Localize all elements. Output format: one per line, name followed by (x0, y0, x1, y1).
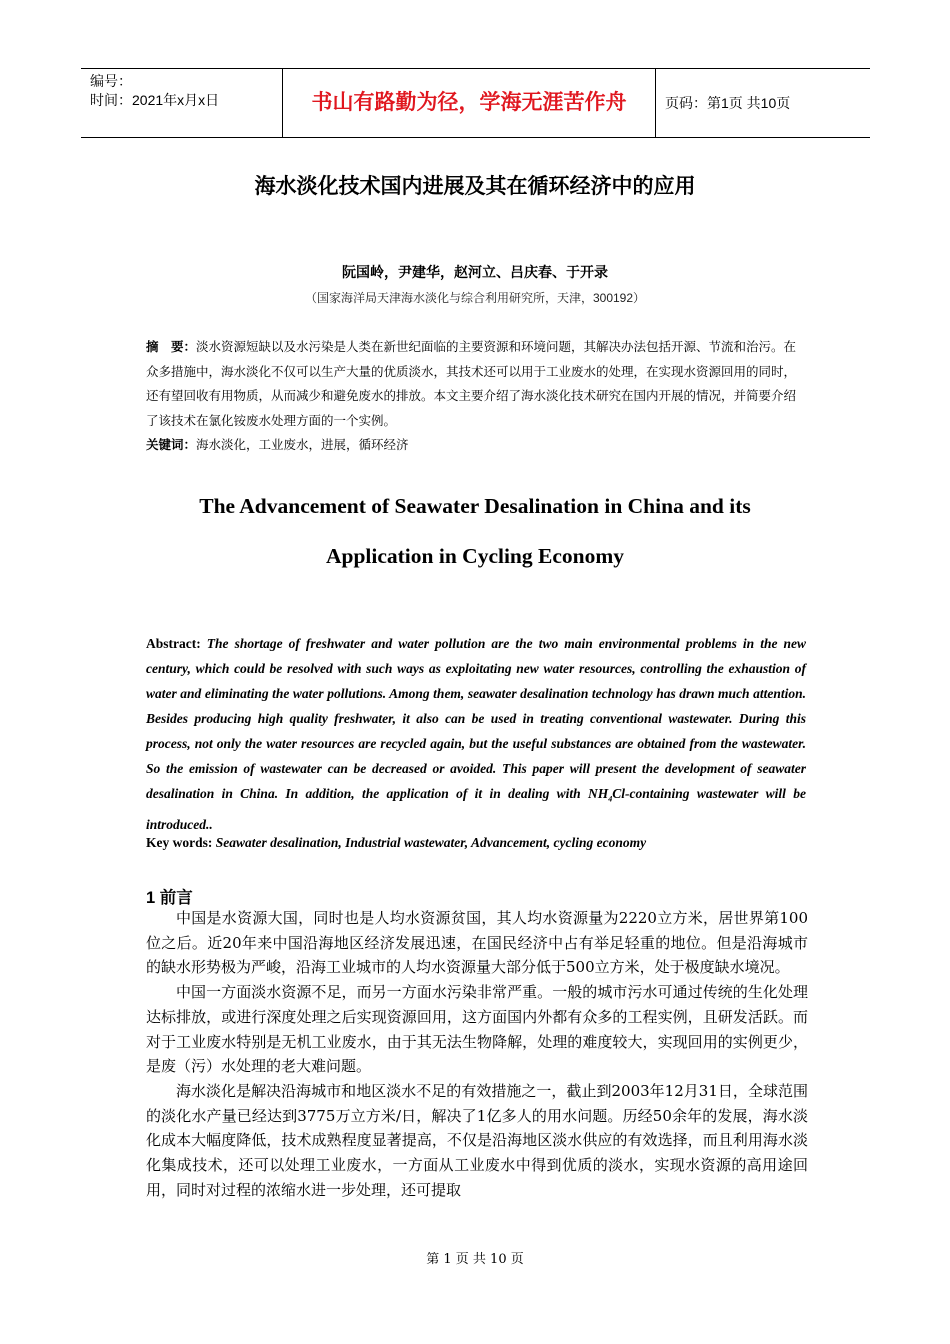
header-page-cell (656, 69, 870, 137)
header-meta (81, 69, 283, 137)
keywords-cn-label: 关键词： (146, 438, 197, 452)
abstract-en-label: Abstract: (146, 636, 201, 651)
keywords-en-label: Key words: (146, 835, 213, 850)
serial-label: 编号： (90, 73, 132, 89)
paragraph: 中国一方面淡水资源不足，而另一方面水污染非常严重。一般的城市污水可通过传统的生化处理达标排放，或进行深度处理之后实现资源回用，这方面国内外都有众多的工程实例，且研发活跃。而对于工业废水特别是无机工业废水，由于其无法生物降解，处理的难度较大，实现回用的实例更少，是废（污）水处理的老大难问题。 (146, 983, 808, 1076)
header-motto: 书山有路勤为径，学海无涯苦作舟 (311, 91, 627, 114)
title-english-line1: The Advancement of Seawater Desalination in China and its (199, 494, 751, 518)
authors: 阮国岭，尹建华，赵河立、吕庆春、于开录 (342, 264, 608, 280)
section-heading: 1 前言 (146, 889, 193, 907)
page-header (81, 68, 870, 138)
abstract-en-text: The shortage of freshwater and water pollution are the two main environmental problems in the new century, which could be resolved with such ways as exploitating new water resources, controlling the exhaustion of water and eliminating the water pollutions. Among them, seawater desalination technology has drawn much attention. Besides producing high quality freshwater, it also can be used in treating conventional wastewater. During this process, not only the water resources are recycled again, but the useful substances are obtained from the wastewater. So the emission of wastewater can be decreased or avoided. This paper will present the development of seawater desalination in China. In addition, the application of it in dealing with (146, 636, 806, 801)
keywords-chinese (146, 433, 806, 457)
date-label: 时间：2021年x月x日 (90, 92, 220, 108)
abstract-chinese (146, 335, 806, 433)
keywords-en-text: Seawater desalination, Industrial wastewater, Advancement, cycling economy (215, 835, 647, 850)
title-chinese: 海水淡化技术国内进展及其在循环经济中的应用 (254, 175, 696, 198)
abstract-cn-label: 摘 要： (146, 340, 197, 354)
page-info: 页码：第1页 共10页 (665, 95, 791, 111)
page-footer: 第 1 页 共 10 页 (426, 1252, 524, 1267)
title-english-line2: Application in Cycling Economy (325, 544, 625, 568)
abstract-english (146, 631, 806, 837)
paragraph: 中国是水资源大国，同时也是人均水资源贫国，其人均水资源量为2220立方米，居世界第100位之后。近20年来中国沿海地区经济发展迅速，在国民经济中占有举足轻重的地位。但是沿海城市的缺水形势极为严峻，沿海工业城市的人均水资源量大部分低于500立方米，处于极度缺水境况。 (146, 909, 808, 977)
abstract-cn-text: 淡水资源短缺以及水污染是人类在新世纪面临的主要资源和环境问题，其解决办法包括开源、节流和治污。在众多措施中，海水淡化不仅可以生产大量的优质淡水，其技术还可以用于工业废水的处理，在实现水资源回用的同时，还有望回收有用物质，从而减少和避免废水的排放。本文主要介绍了海水淡化技术研究在国内开展的情况，并简要介绍了该技术在氯化铵废水处理方面的一个实例。 (146, 339, 797, 428)
paragraph: 海水淡化是解决沿海城市和地区淡水不足的有效措施之一，截止到2003年12月31日，全球范围的淡化水产量已经达到3775万立方米/日，解决了1亿多人的用水问题。历经50余年的发展，海水淡化成本大幅度降低，技术成熟程度显著提高，不仅是沿海地区淡水供应的有效选择，而且利用海水淡化集成技术，还可以处理工业废水，一方面从工业废水中得到优质的淡水，实现水资源的高用途回用，同时对过程的浓缩水进一步处理，还可提取 (146, 1081, 808, 1199)
section-body (146, 906, 808, 1202)
formula-nh4cl: $NH_4Cl$-containing wastewater will be introduced.. (146, 786, 806, 832)
header-motto-cell (283, 69, 656, 137)
keywords-english (146, 830, 806, 855)
affiliation: （国家海洋局天津海水淡化与综合利用研究所，天津，300192） (304, 291, 646, 305)
keywords-cn-text: 海水淡化，工业废水，进展，循环经济 (196, 437, 409, 452)
